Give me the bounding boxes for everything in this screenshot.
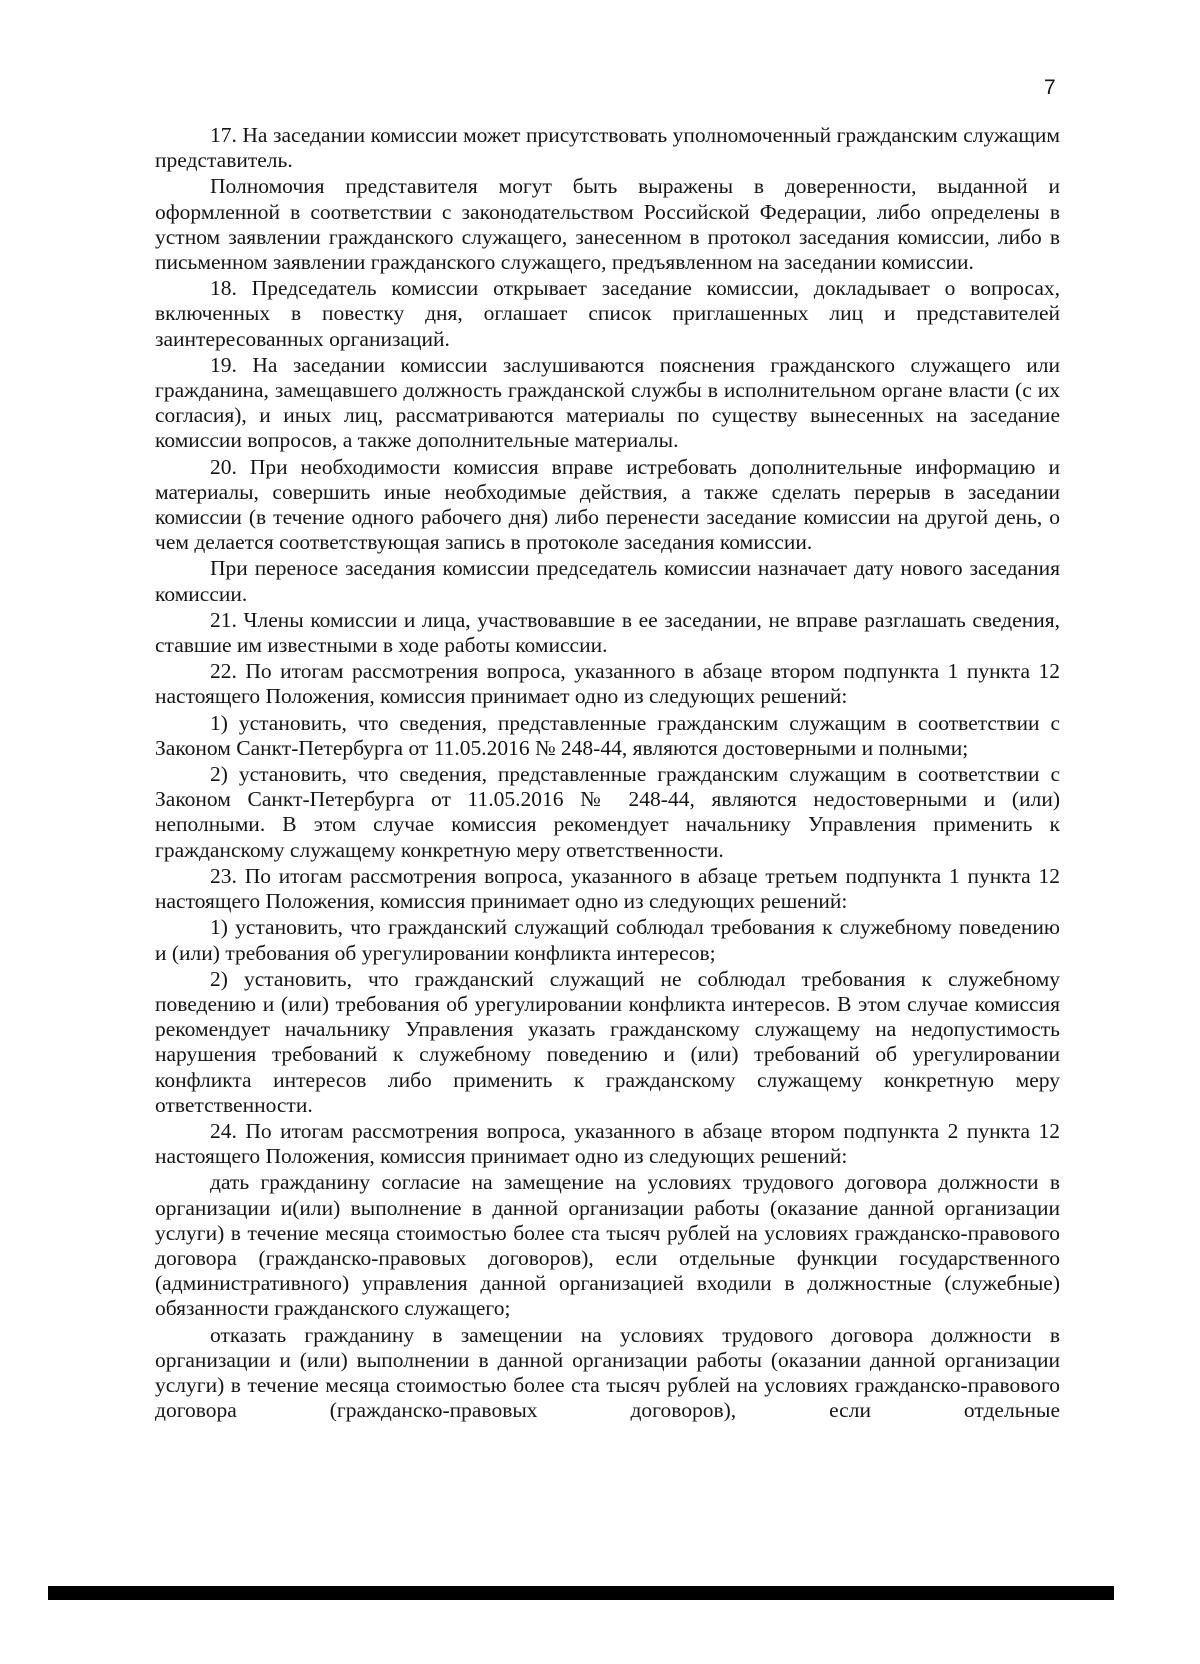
paragraph-19: 19. На заседании комиссии заслушиваются пояснения гражданского служащего или гражданина, замещавшего должность гражданской службы в исполнительном органе власти (с их согласия), и иных лиц, рассматриваются материалы по существу вынесенных на заседание комиссии вопросов, а также дополнительные материалы.: [155, 352, 1060, 453]
page-number: 7: [1044, 76, 1056, 99]
paragraph-23-item-2: 2) установить, что гражданский служащий не соблюдал требования к служебному поведению и (или) требования об урегулировании конфликта интересов. В этом случае комиссия рекомендует начальнику Управления указать гражданскому служащему на недопустимость нарушения требований к служебному поведению и (или) требований об урегулировании конфликта интересов либо применить к гражданскому служащему конкретную меру ответственности.: [155, 966, 1060, 1117]
paragraph-21: 21. Члены комиссии и лица, участвовавшие в ее заседании, не вправе разглашать сведения, ставшие им известными в ходе работы комиссии.: [155, 607, 1060, 658]
paragraph-17: 17. На заседании комиссии может присутствовать уполномоченный гражданским служащим представитель.: [155, 123, 1060, 173]
paragraph-20: 20. При необходимости комиссия вправе истребовать дополнительные информацию и материалы, совершить иные необходимые действия, а также сделать перерыв в заседании комиссии (в течение одного рабочего дня) либо перенести заседание комиссии на другой день, о чем делается соответствующая запись в протоколе заседания комиссии.: [155, 454, 1060, 555]
document-body: [155, 123, 1060, 1424]
paragraph-24-consent: дать гражданину согласие на замещение на условиях трудового договора должности в организации и(или) выполнение в данной организации работы (оказание данной организации услуги) в течение месяца стоимостью более ста тысяч рублей на условиях гражданско-правового договора (гражданско-правовых договоров), если отдельные функции государственного (административного) управления данной организацией входили в должностные (служебные) обязанности гражданского служащего;: [155, 1170, 1060, 1321]
paragraph-18: 18. Председатель комиссии открывает заседание комиссии, докладывает о вопросах, включенных в повестку дня, оглашает список приглашенных лиц и представителей заинтересованных организаций.: [155, 276, 1060, 351]
paragraph-24: 24. По итогам рассмотрения вопроса, указанного в абзаце втором подпункта 2 пункта 12 настоящего Положения, комиссия принимает одно из следующих решений:: [155, 1118, 1060, 1169]
paragraph-20-postpone: При переносе заседания комиссии председатель комиссии назначает дату нового заседания комиссии.: [155, 556, 1060, 606]
paragraph-23: 23. По итогам рассмотрения вопроса, указанного в абзаце третьем подпункта 1 пункта 12 настоящего Положения, комиссия принимает одно из следующих решений:: [155, 863, 1060, 914]
paragraph-23-item-1: 1) установить, что гражданский служащий соблюдал требования к служебному поведению и (или) требования об урегулировании конфликта интересов;: [155, 915, 1060, 965]
scan-edge-bar: [48, 1586, 1114, 1600]
paragraph-24-refuse: отказать гражданину в замещении на условиях трудового договора должности в организации и (или) выполнении в данной организации работы (оказании данной организации услуги) в течение месяца стоимостью более ста тысяч рублей на условиях гражданско-правового договора (гражданско-правовых договоров), если отдельные: [155, 1322, 1060, 1423]
paragraph-22: 22. По итогам рассмотрения вопроса, указанного в абзаце втором подпункта 1 пункта 12 настоящего Положения, комиссия принимает одно из следующих решений:: [155, 659, 1060, 709]
paragraph-22-item-2: 2) установить, что сведения, представленные гражданским служащим в соответствии с Законом Санкт-Петербурга от 11.05.2016 № 248-44, являются недостоверными и (или) неполными. В этом случае комиссия рекомендует начальнику Управления применить к гражданскому служащему конкретную меру ответственности.: [155, 762, 1060, 862]
paragraph-17-powers: Полномочия представителя могут быть выражены в доверенности, выданной и оформленной в соответствии с законодательством Российской Федерации, либо определены в устном заявлении гражданского служащего, занесенном в протокол заседания комиссии, либо в письменном заявлении гражданского служащего, предъявленном на заседании комиссии.: [155, 174, 1060, 275]
paragraph-22-item-1: 1) установить, что сведения, представленные гражданским служащим в соответствии с Законом Санкт-Петербурга от 11.05.2016 № 248-44, являются достоверными и полными;: [155, 710, 1060, 760]
